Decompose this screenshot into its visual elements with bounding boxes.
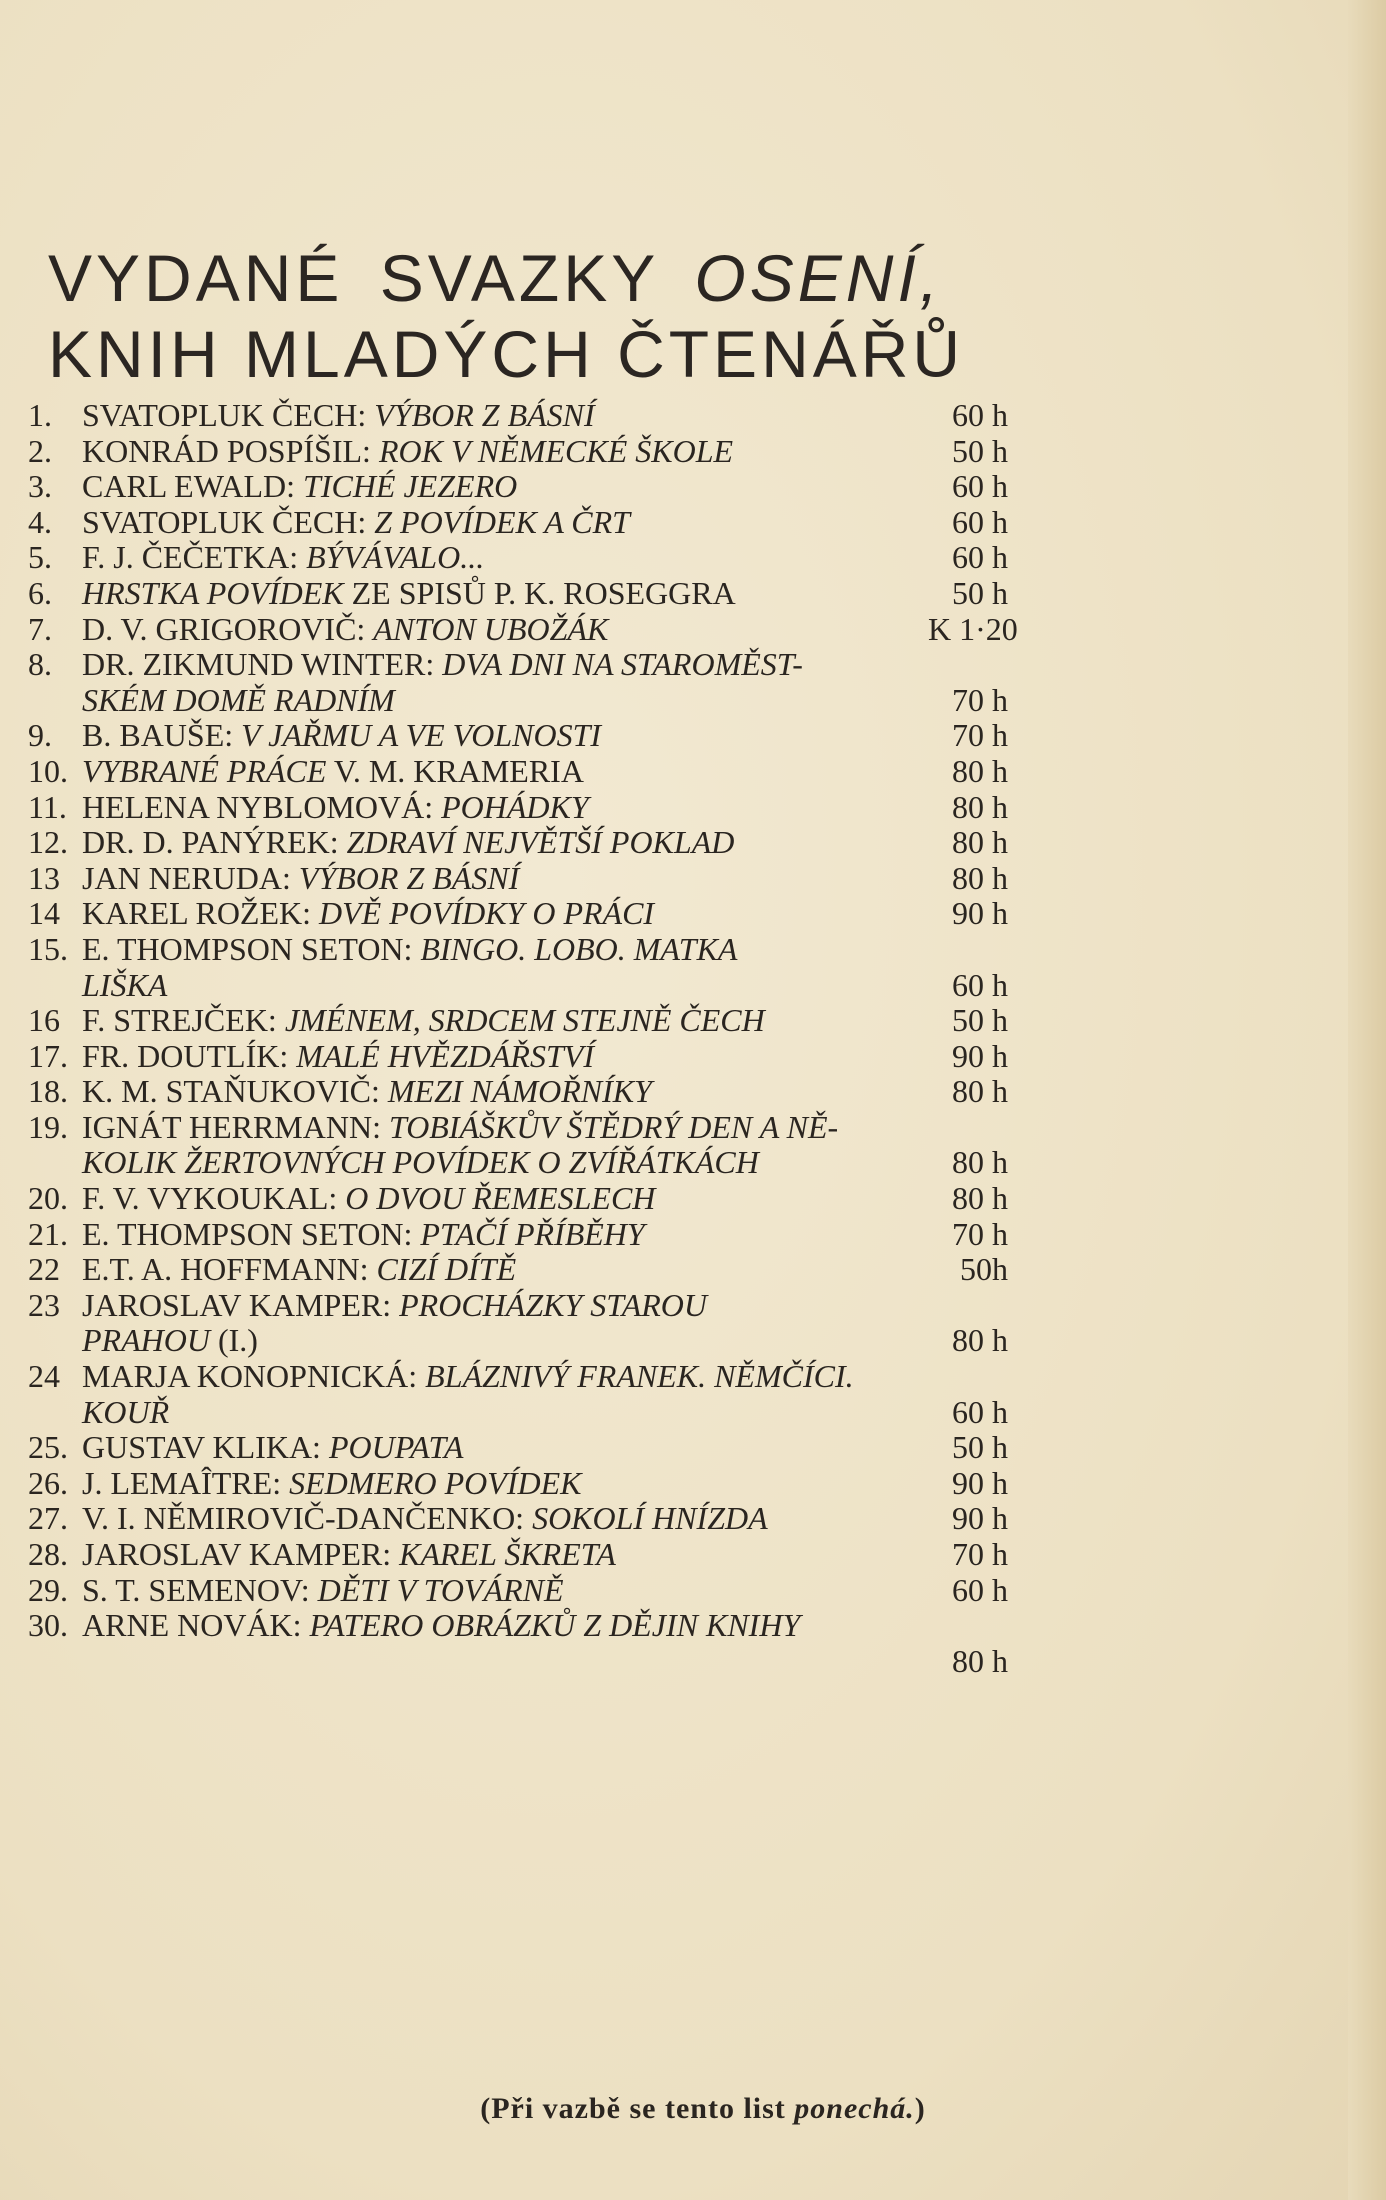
- list-item: [28, 790, 1008, 826]
- volume-list: [28, 397, 1018, 1679]
- list-item: [28, 610, 1018, 648]
- volume-title: SKÉM DOMĚ RADNÍM: [82, 681, 395, 718]
- note-suffix: ): [914, 2092, 926, 2125]
- volume-entry: [82, 896, 654, 932]
- volume-author: V. I. NĚMIROVIČ-DANČENKO:: [82, 1500, 533, 1537]
- volume-author: SVATOPLUK ČECH:: [82, 397, 375, 433]
- volume-number: 12.: [28, 824, 68, 861]
- list-item: [28, 1573, 1008, 1609]
- volume-title: PATERO OBRÁZKŮ Z DĚJIN KNIHY: [309, 1607, 801, 1644]
- volume-title: CIZÍ DÍTĚ: [376, 1251, 517, 1288]
- list-item: [28, 1608, 1008, 1644]
- volume-price: 80 h: [952, 824, 1008, 861]
- binding-note: [0, 2092, 1386, 2126]
- volume-number: 25.: [28, 1429, 68, 1466]
- volume-title: POHÁDKY: [441, 788, 589, 825]
- volume-entry: [82, 932, 737, 968]
- list-item: [28, 1395, 1008, 1431]
- volume-price: 50 h: [952, 432, 1008, 469]
- volume-number: 10.: [28, 752, 68, 789]
- page-edge-shadow: [1348, 0, 1386, 2200]
- volume-price: 80 h: [952, 1642, 1008, 1679]
- volume-author: MARJA KONOPNICKÁ:: [82, 1358, 426, 1395]
- volume-number: 15.: [28, 930, 68, 967]
- note-emphasis: ponechá.: [794, 2092, 915, 2125]
- volume-entry: [82, 469, 517, 505]
- heading-line-1: [48, 240, 1048, 316]
- list-item: [28, 932, 1008, 968]
- volume-price: 80 h: [952, 859, 1008, 896]
- volume-price: 70 h: [952, 681, 1008, 718]
- volume-entry: [82, 1074, 652, 1110]
- list-item: [28, 825, 1008, 861]
- list-item: [28, 505, 1008, 541]
- volume-title: MALÉ HVĚZDÁŘSTVÍ: [296, 1037, 594, 1074]
- volume-author: KONRÁD POSPÍŠIL:: [82, 432, 379, 469]
- volume-price: 60 h: [952, 1393, 1008, 1430]
- volume-author: SVATOPLUK ČECH:: [82, 503, 375, 540]
- volume-number: 9.: [28, 717, 52, 754]
- volume-author: J. LEMAÎTRE:: [82, 1464, 290, 1501]
- list-item: [28, 434, 1008, 470]
- list-item: [28, 1288, 1008, 1324]
- volume-price: 80 h: [952, 1180, 1008, 1217]
- volume-price: 90 h: [952, 1500, 1008, 1537]
- volume-title: TOBIÁŠKŮV ŠTĚDRÝ DEN A NĚ-: [388, 1108, 839, 1145]
- list-item: [28, 718, 1008, 754]
- volume-price: 60 h: [952, 966, 1008, 1003]
- volume-title: DVĚ POVÍDKY O PRÁCI: [319, 895, 655, 932]
- volume-title: MEZI NÁMOŘNÍKY: [387, 1073, 652, 1110]
- volume-title: Z POVÍDEK A ČRT: [374, 503, 630, 540]
- volume-price: 60 h: [952, 539, 1008, 576]
- volume-number: 18.: [28, 1073, 68, 1110]
- volume-number: 27.: [28, 1500, 68, 1537]
- volume-entry: [82, 1003, 765, 1039]
- volume-price: 50 h: [952, 1002, 1008, 1039]
- volume-number: 16: [28, 1002, 60, 1039]
- volume-author: F. J. ČEČETKA:: [82, 539, 307, 576]
- list-item: [28, 896, 1008, 932]
- list-item: [28, 1501, 1008, 1537]
- volume-author: JAROSLAV KAMPER:: [82, 1536, 400, 1572]
- list-item: [28, 1003, 1008, 1039]
- volume-price: 50 h: [952, 574, 1008, 611]
- list-item: [28, 1466, 1008, 1502]
- list-item: [28, 968, 1008, 1004]
- volume-title: VÝBOR Z BÁSNÍ: [298, 859, 520, 896]
- volume-entry: [82, 434, 733, 470]
- volume-number: 24: [28, 1358, 60, 1395]
- volume-title: KOUŘ: [82, 1393, 170, 1430]
- volume-price: 60 h: [952, 468, 1008, 505]
- volume-number: 17.: [28, 1037, 68, 1074]
- volume-number: 28.: [28, 1536, 68, 1572]
- volume-author: E.T. A. HOFFMANN:: [82, 1251, 377, 1288]
- volume-number: 23: [28, 1286, 60, 1323]
- volume-author: E. THOMPSON SETON:: [82, 1215, 421, 1252]
- volume-author: F. STREJČEK:: [82, 1002, 285, 1039]
- volume-title: VYBRANÉ PRÁCE: [82, 752, 327, 789]
- volume-entry: [82, 1608, 800, 1644]
- volume-title: LIŠKA: [82, 966, 168, 1003]
- volume-author: GUSTAV KLIKA:: [82, 1429, 329, 1466]
- volume-number: 5.: [28, 539, 52, 576]
- volume-entry: [82, 790, 589, 826]
- volume-entry: [82, 1573, 564, 1609]
- volume-entry: [82, 1217, 645, 1253]
- volume-price: K 1·20: [928, 610, 1018, 647]
- volume-price: 50 h: [952, 1429, 1008, 1466]
- volume-price: 60 h: [952, 1571, 1008, 1608]
- volume-author: ARNE NOVÁK:: [82, 1607, 310, 1644]
- volume-author: K. M. STAŇUKOVIČ:: [82, 1073, 388, 1110]
- volume-price: 80 h: [952, 1144, 1008, 1181]
- volume-author: S. T. SEMENOV:: [82, 1571, 318, 1608]
- volume-entry: [82, 1252, 516, 1288]
- volume-extra: (I.): [209, 1322, 258, 1359]
- volume-price: 90 h: [952, 895, 1008, 932]
- volume-number: 1.: [28, 397, 52, 433]
- volume-extra: V. M. KRAMERIA: [326, 752, 584, 789]
- volume-entry: [82, 540, 484, 576]
- volume-title: VÝBOR Z BÁSNÍ: [374, 397, 595, 433]
- volume-price: 90 h: [952, 1464, 1008, 1501]
- volume-entry: [82, 968, 167, 1004]
- volume-price: 80 h: [952, 788, 1008, 825]
- volume-number: 29.: [28, 1571, 68, 1608]
- list-item: [28, 1181, 1008, 1217]
- volume-author: F. V. VYKOUKAL:: [82, 1180, 346, 1217]
- volume-author: D. V. GRIGOROVIČ:: [82, 610, 374, 647]
- series-name: OSENÍ,: [694, 241, 943, 315]
- volume-author: IGNÁT HERRMANN:: [82, 1108, 389, 1145]
- volume-number: 21.: [28, 1215, 68, 1252]
- volume-title: KAREL ŠKRETA: [399, 1536, 616, 1572]
- volume-price: 50h: [960, 1251, 1008, 1288]
- volume-title: KOLIK ŽERTOVNÝCH POVÍDEK O ZVÍŘÁTKÁCH: [82, 1144, 759, 1181]
- volume-price: 70 h: [952, 1536, 1008, 1572]
- volume-entry: [82, 1430, 463, 1466]
- volume-entry: [82, 1466, 581, 1502]
- volume-number: 13: [28, 859, 60, 896]
- volume-number: 7.: [28, 610, 52, 647]
- list-item: [28, 1644, 1008, 1680]
- volume-entry: [82, 576, 736, 612]
- heading-prefix: VYDANÉ SVAZKY: [48, 241, 695, 315]
- volume-number: 30.: [28, 1607, 68, 1644]
- list-item: [28, 1074, 1008, 1110]
- volume-entry: [82, 1395, 169, 1431]
- volume-price: 90 h: [952, 1037, 1008, 1074]
- volume-title: ANTON UBOŽÁK: [373, 610, 609, 647]
- volume-author: HELENA NYBLOMOVÁ:: [82, 788, 442, 825]
- heading-line-2: KNIH MLADÝCH ČTENÁŘŮ: [48, 317, 965, 391]
- volume-entry: [82, 1145, 759, 1181]
- volume-author: CARL EWALD:: [82, 468, 304, 505]
- volume-title: BLÁZNIVÝ FRANEK. NĚMČÍCI.: [425, 1358, 854, 1395]
- volume-entry: [82, 683, 395, 719]
- volume-author: JAROSLAV KAMPER:: [82, 1286, 400, 1323]
- volume-title: SEDMERO POVÍDEK: [289, 1464, 582, 1501]
- volume-entry: [82, 1110, 838, 1146]
- list-item: [28, 1323, 1008, 1359]
- volume-author: B. BAUŠE:: [82, 717, 242, 754]
- volume-number: 26.: [28, 1464, 68, 1501]
- volume-entry: [82, 1537, 616, 1573]
- volume-number: 19.: [28, 1108, 68, 1145]
- volume-number: 20.: [28, 1180, 68, 1217]
- list-item: [28, 1359, 1008, 1395]
- volume-entry: [82, 505, 630, 541]
- volume-number: 3.: [28, 468, 52, 505]
- volume-author: JAN NERUDA:: [82, 859, 299, 896]
- volume-entry: [82, 825, 734, 861]
- volume-number: 14: [28, 895, 60, 932]
- list-item: [28, 469, 1008, 505]
- list-item: [28, 398, 1008, 434]
- volume-author: E. THOMPSON SETON:: [82, 930, 421, 967]
- list-item: [28, 1110, 1008, 1146]
- volume-author: DR. ZIKMUND WINTER:: [82, 646, 443, 683]
- volume-price: 80 h: [952, 752, 1008, 789]
- volume-entry: [82, 1359, 854, 1395]
- volume-number: 6.: [28, 574, 52, 611]
- volume-number: 4.: [28, 503, 52, 540]
- volume-extra: ZE SPISŮ P. K. ROSEGGRA: [343, 574, 736, 611]
- volume-author: DR. D. PANÝREK:: [82, 824, 347, 861]
- volume-price: 80 h: [952, 1322, 1008, 1359]
- volume-entry: [82, 647, 803, 683]
- volume-title: ROK V NĚMECKÉ ŠKOLE: [378, 432, 734, 469]
- list-item: [28, 540, 1008, 576]
- volume-title: PROCHÁZKY STAROU: [399, 1286, 707, 1323]
- volume-title: PRAHOU: [82, 1322, 210, 1359]
- volume-title: BÝVÁVALO...: [306, 539, 485, 576]
- volume-entry: [82, 1323, 258, 1359]
- volume-price: 80 h: [952, 1073, 1008, 1110]
- list-item: [28, 576, 1008, 612]
- volume-price: 70 h: [952, 717, 1008, 754]
- volume-number: 22: [28, 1251, 60, 1288]
- volume-title: JMÉNEM, SRDCEM STEJNĚ ČECH: [284, 1002, 765, 1039]
- volume-author: FR. DOUTLÍK:: [82, 1037, 297, 1074]
- volume-price: 60 h: [952, 503, 1008, 540]
- volume-number: 11.: [28, 788, 67, 825]
- note-prefix: (Při vazbě se tento list: [480, 2092, 795, 2125]
- list-item: [28, 861, 1008, 897]
- list-item: [28, 647, 1008, 683]
- volume-title: DVA DNI NA STAROMĚST-: [442, 646, 803, 683]
- volume-entry: [82, 718, 601, 754]
- volume-entry: [82, 861, 519, 897]
- list-item: [28, 754, 1008, 790]
- volume-title: V JAŘMU A VE VOLNOSTI: [241, 717, 602, 754]
- volume-entry: [82, 1501, 768, 1537]
- list-item: [28, 1252, 1008, 1288]
- volume-title: ZDRAVÍ NEJVĚTŠÍ POKLAD: [346, 824, 735, 861]
- volume-entry: [82, 1181, 655, 1217]
- list-item: [28, 1537, 1008, 1573]
- volume-title: DĚTI V TOVÁRNĚ: [317, 1571, 564, 1608]
- volume-number: 8.: [28, 646, 52, 683]
- volume-price: 70 h: [952, 1215, 1008, 1252]
- volume-author: KAREL ROŽEK:: [82, 895, 320, 932]
- volume-title: HRSTKA POVÍDEK: [82, 574, 344, 611]
- list-item: [28, 683, 1008, 719]
- list-item: [28, 1145, 1008, 1181]
- volume-number: 2.: [28, 432, 52, 469]
- volume-title: BINGO. LOBO. MATKA: [420, 930, 738, 967]
- volume-entry: [82, 1039, 594, 1075]
- list-item: [28, 1430, 1008, 1466]
- volume-entry: [82, 754, 584, 790]
- volume-entry: [82, 1288, 707, 1324]
- volume-title: PTAČÍ PŘÍBĚHY: [420, 1215, 645, 1252]
- volume-price: 60 h: [952, 397, 1008, 433]
- volume-title: TICHÉ JEZERO: [303, 468, 518, 505]
- volume-title: O DVOU ŘEMESLECH: [345, 1180, 656, 1217]
- page-heading: [48, 240, 1048, 392]
- list-item: [28, 1217, 1008, 1253]
- volume-entry: [82, 398, 595, 434]
- list-item: [28, 1039, 1008, 1075]
- volume-title: POUPATA: [328, 1429, 464, 1466]
- volume-entry: [82, 612, 608, 648]
- volume-title: SOKOLÍ HNÍZDA: [532, 1500, 768, 1537]
